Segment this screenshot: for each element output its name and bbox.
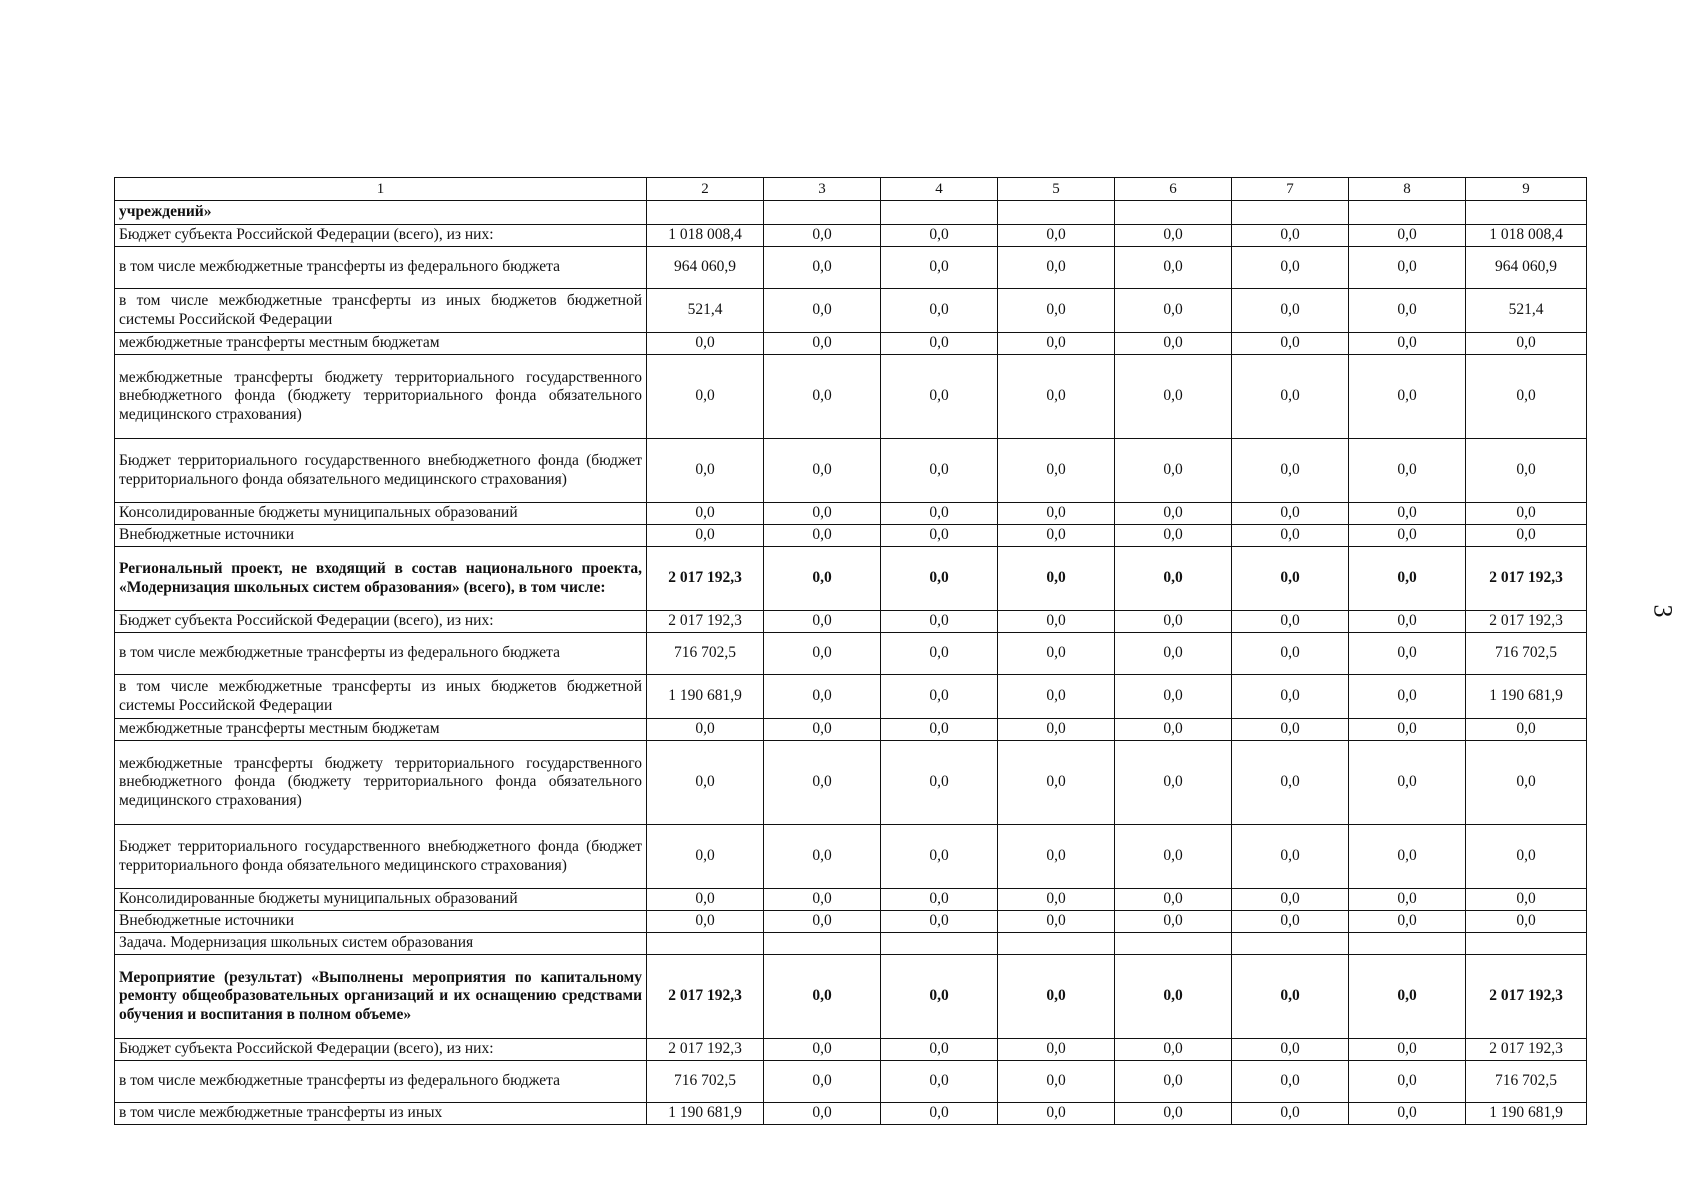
column-number-header-row	[115, 178, 1587, 201]
cell-col-4: 0,0	[881, 611, 998, 633]
cell-col-2: 521,4	[647, 289, 764, 333]
cell-col-2: 2 017 192,3	[647, 611, 764, 633]
cell-col-8: 0,0	[1349, 1061, 1466, 1103]
table-row	[115, 719, 1587, 741]
cell-col-7: 0,0	[1232, 719, 1349, 741]
cell-col-3	[764, 201, 881, 225]
cell-col-7	[1232, 201, 1349, 225]
cell-col-6	[1115, 933, 1232, 955]
cell-col-4: 0,0	[881, 825, 998, 889]
cell-col-4: 0,0	[881, 955, 998, 1039]
cell-col-8: 0,0	[1349, 611, 1466, 633]
cell-col-8: 0,0	[1349, 955, 1466, 1039]
cell-col-6: 0,0	[1115, 611, 1232, 633]
table-row	[115, 911, 1587, 933]
cell-col-2: 0,0	[647, 503, 764, 525]
cell-col-3: 0,0	[764, 955, 881, 1039]
cell-col-3: 0,0	[764, 525, 881, 547]
cell-col-9: 1 190 681,9	[1466, 1103, 1587, 1125]
table-row	[115, 547, 1587, 611]
cell-col-5: 0,0	[998, 355, 1115, 439]
table-row	[115, 675, 1587, 719]
budget-table-body	[115, 201, 1587, 1125]
cell-col-2: 964 060,9	[647, 247, 764, 289]
row-label: в том числе межбюджетные трансферты из федерального бюджета	[115, 247, 647, 289]
column-header-1: 1	[115, 178, 647, 201]
cell-col-2: 0,0	[647, 719, 764, 741]
cell-col-6: 0,0	[1115, 675, 1232, 719]
cell-col-2: 0,0	[647, 825, 764, 889]
cell-col-3: 0,0	[764, 247, 881, 289]
cell-col-2: 0,0	[647, 525, 764, 547]
row-label: в том числе межбюджетные трансферты из иных бюджетов бюджетной системы Российской Федерации	[115, 675, 647, 719]
cell-col-8: 0,0	[1349, 1103, 1466, 1125]
cell-col-4: 0,0	[881, 439, 998, 503]
cell-col-2: 0,0	[647, 439, 764, 503]
cell-col-4: 0,0	[881, 911, 998, 933]
cell-col-9: 2 017 192,3	[1466, 955, 1587, 1039]
cell-col-7: 0,0	[1232, 289, 1349, 333]
cell-col-4: 0,0	[881, 1061, 998, 1103]
cell-col-9: 0,0	[1466, 889, 1587, 911]
cell-col-6: 0,0	[1115, 741, 1232, 825]
cell-col-4: 0,0	[881, 1103, 998, 1125]
table-row	[115, 289, 1587, 333]
row-label: Внебюджетные источники	[115, 525, 647, 547]
cell-col-9: 0,0	[1466, 741, 1587, 825]
cell-col-8	[1349, 201, 1466, 225]
cell-col-4: 0,0	[881, 247, 998, 289]
cell-col-9: 0,0	[1466, 719, 1587, 741]
cell-col-9: 2 017 192,3	[1466, 1039, 1587, 1061]
column-header-5: 5	[998, 178, 1115, 201]
cell-col-5	[998, 201, 1115, 225]
cell-col-4: 0,0	[881, 355, 998, 439]
cell-col-2: 716 702,5	[647, 1061, 764, 1103]
table-row	[115, 1039, 1587, 1061]
cell-col-6: 0,0	[1115, 911, 1232, 933]
cell-col-2: 0,0	[647, 911, 764, 933]
cell-col-9: 0,0	[1466, 825, 1587, 889]
cell-col-6: 0,0	[1115, 1103, 1232, 1125]
cell-col-9: 0,0	[1466, 525, 1587, 547]
cell-col-6: 0,0	[1115, 633, 1232, 675]
row-label: межбюджетные трансферты местным бюджетам	[115, 333, 647, 355]
column-header-4: 4	[881, 178, 998, 201]
cell-col-6: 0,0	[1115, 333, 1232, 355]
table-row	[115, 439, 1587, 503]
cell-col-8: 0,0	[1349, 439, 1466, 503]
cell-col-9: 0,0	[1466, 333, 1587, 355]
cell-col-9: 2 017 192,3	[1466, 547, 1587, 611]
cell-col-3: 0,0	[764, 611, 881, 633]
cell-col-2: 0,0	[647, 889, 764, 911]
cell-col-4: 0,0	[881, 503, 998, 525]
cell-col-4: 0,0	[881, 889, 998, 911]
cell-col-3: 0,0	[764, 741, 881, 825]
row-label: Консолидированные бюджеты муниципальных образований	[115, 503, 647, 525]
table-row	[115, 1103, 1587, 1125]
cell-col-7: 0,0	[1232, 355, 1349, 439]
cell-col-3: 0,0	[764, 289, 881, 333]
cell-col-7: 0,0	[1232, 439, 1349, 503]
table-row	[115, 247, 1587, 289]
row-label: в том числе межбюджетные трансферты из иных бюджетов бюджетной системы Российской Федерации	[115, 289, 647, 333]
cell-col-3: 0,0	[764, 355, 881, 439]
cell-col-2: 2 017 192,3	[647, 955, 764, 1039]
cell-col-3: 0,0	[764, 911, 881, 933]
column-header-3: 3	[764, 178, 881, 201]
cell-col-9: 1 190 681,9	[1466, 675, 1587, 719]
cell-col-9: 2 017 192,3	[1466, 611, 1587, 633]
cell-col-2	[647, 201, 764, 225]
cell-col-8: 0,0	[1349, 911, 1466, 933]
row-label: Бюджет субъекта Российской Федерации (всего), из них:	[115, 1039, 647, 1061]
cell-col-3: 0,0	[764, 439, 881, 503]
cell-col-5: 0,0	[998, 1039, 1115, 1061]
row-label: Бюджет территориального государственного внебюджетного фонда (бюджет территориального фонда обязательного медицинского страхования)	[115, 825, 647, 889]
page-number: 3	[1648, 604, 1678, 618]
cell-col-5: 0,0	[998, 1061, 1115, 1103]
cell-col-4: 0,0	[881, 225, 998, 247]
cell-col-3: 0,0	[764, 503, 881, 525]
cell-col-3: 0,0	[764, 547, 881, 611]
cell-col-8: 0,0	[1349, 525, 1466, 547]
cell-col-3: 0,0	[764, 1039, 881, 1061]
cell-col-6: 0,0	[1115, 1061, 1232, 1103]
cell-col-4: 0,0	[881, 1039, 998, 1061]
cell-col-9: 0,0	[1466, 911, 1587, 933]
cell-col-5: 0,0	[998, 675, 1115, 719]
cell-col-5: 0,0	[998, 611, 1115, 633]
table-row	[115, 825, 1587, 889]
cell-col-6: 0,0	[1115, 825, 1232, 889]
table-row	[115, 201, 1587, 225]
cell-col-7: 0,0	[1232, 911, 1349, 933]
cell-col-2: 0,0	[647, 333, 764, 355]
cell-col-5: 0,0	[998, 525, 1115, 547]
cell-col-8: 0,0	[1349, 333, 1466, 355]
cell-col-2: 2 017 192,3	[647, 547, 764, 611]
cell-col-7: 0,0	[1232, 1061, 1349, 1103]
cell-col-7: 0,0	[1232, 1103, 1349, 1125]
cell-col-9: 964 060,9	[1466, 247, 1587, 289]
cell-col-9: 0,0	[1466, 503, 1587, 525]
column-header-6: 6	[1115, 178, 1232, 201]
cell-col-4	[881, 201, 998, 225]
cell-col-2: 0,0	[647, 355, 764, 439]
cell-col-5: 0,0	[998, 289, 1115, 333]
cell-col-2: 0,0	[647, 741, 764, 825]
cell-col-7: 0,0	[1232, 333, 1349, 355]
cell-col-5: 0,0	[998, 503, 1115, 525]
cell-col-6	[1115, 201, 1232, 225]
table-row	[115, 355, 1587, 439]
cell-col-5: 0,0	[998, 741, 1115, 825]
cell-col-5: 0,0	[998, 911, 1115, 933]
cell-col-2: 1 190 681,9	[647, 675, 764, 719]
cell-col-7: 0,0	[1232, 675, 1349, 719]
cell-col-8: 0,0	[1349, 503, 1466, 525]
cell-col-5	[998, 933, 1115, 955]
row-label: Мероприятие (результат) «Выполнены мероприятия по капитальному ремонту общеобразовательных организаций и их оснащению средствами обучения и воспитания в полном объеме»	[115, 955, 647, 1039]
cell-col-6: 0,0	[1115, 719, 1232, 741]
table-row	[115, 333, 1587, 355]
cell-col-5: 0,0	[998, 333, 1115, 355]
table-row	[115, 955, 1587, 1039]
row-label: Бюджет субъекта Российской Федерации (всего), из них:	[115, 611, 647, 633]
cell-col-3: 0,0	[764, 675, 881, 719]
row-label: Внебюджетные источники	[115, 911, 647, 933]
cell-col-7: 0,0	[1232, 825, 1349, 889]
cell-col-3: 0,0	[764, 719, 881, 741]
cell-col-8: 0,0	[1349, 889, 1466, 911]
cell-col-7: 0,0	[1232, 525, 1349, 547]
cell-col-5: 0,0	[998, 825, 1115, 889]
cell-col-9: 716 702,5	[1466, 633, 1587, 675]
cell-col-5: 0,0	[998, 889, 1115, 911]
cell-col-8: 0,0	[1349, 355, 1466, 439]
row-label: Региональный проект, не входящий в состав национального проекта, «Модернизация школьных систем образования» (всего), в том числе:	[115, 547, 647, 611]
table-row	[115, 889, 1587, 911]
cell-col-4: 0,0	[881, 289, 998, 333]
cell-col-6: 0,0	[1115, 503, 1232, 525]
cell-col-7	[1232, 933, 1349, 955]
cell-col-3: 0,0	[764, 633, 881, 675]
cell-col-7: 0,0	[1232, 955, 1349, 1039]
cell-col-7: 0,0	[1232, 889, 1349, 911]
cell-col-7: 0,0	[1232, 611, 1349, 633]
cell-col-8: 0,0	[1349, 247, 1466, 289]
cell-col-6: 0,0	[1115, 1039, 1232, 1061]
cell-col-3: 0,0	[764, 889, 881, 911]
row-label: межбюджетные трансферты бюджету территориального государственного внебюджетного фонда (бюджету территориального фонда обязательного медицинского страхования)	[115, 741, 647, 825]
cell-col-4: 0,0	[881, 675, 998, 719]
table-row	[115, 611, 1587, 633]
cell-col-8: 0,0	[1349, 741, 1466, 825]
cell-col-3	[764, 933, 881, 955]
cell-col-6: 0,0	[1115, 355, 1232, 439]
cell-col-5: 0,0	[998, 225, 1115, 247]
row-label: Бюджет территориального государственного внебюджетного фонда (бюджет территориального фонда обязательного медицинского страхования)	[115, 439, 647, 503]
cell-col-7: 0,0	[1232, 633, 1349, 675]
row-label: Бюджет субъекта Российской Федерации (всего), из них:	[115, 225, 647, 247]
cell-col-5: 0,0	[998, 247, 1115, 289]
cell-col-6: 0,0	[1115, 289, 1232, 333]
cell-col-4: 0,0	[881, 547, 998, 611]
cell-col-3: 0,0	[764, 333, 881, 355]
cell-col-6: 0,0	[1115, 247, 1232, 289]
cell-col-5: 0,0	[998, 547, 1115, 611]
cell-col-3: 0,0	[764, 1103, 881, 1125]
cell-col-2	[647, 933, 764, 955]
row-label: Консолидированные бюджеты муниципальных образований	[115, 889, 647, 911]
cell-col-6: 0,0	[1115, 525, 1232, 547]
cell-col-8	[1349, 933, 1466, 955]
cell-col-8: 0,0	[1349, 547, 1466, 611]
cell-col-8: 0,0	[1349, 719, 1466, 741]
cell-col-7: 0,0	[1232, 225, 1349, 247]
row-label: учреждений»	[115, 201, 647, 225]
cell-col-9	[1466, 933, 1587, 955]
cell-col-6: 0,0	[1115, 439, 1232, 503]
row-label: межбюджетные трансферты бюджету территориального государственного внебюджетного фонда (бюджету территориального фонда обязательного медицинского страхования)	[115, 355, 647, 439]
table-row	[115, 503, 1587, 525]
cell-col-7: 0,0	[1232, 1039, 1349, 1061]
cell-col-2: 1 018 008,4	[647, 225, 764, 247]
budget-table	[114, 177, 1587, 1125]
cell-col-4: 0,0	[881, 525, 998, 547]
cell-col-8: 0,0	[1349, 1039, 1466, 1061]
cell-col-2: 1 190 681,9	[647, 1103, 764, 1125]
cell-col-2: 2 017 192,3	[647, 1039, 764, 1061]
row-label: в том числе межбюджетные трансферты из иных	[115, 1103, 647, 1125]
column-header-2: 2	[647, 178, 764, 201]
cell-col-9: 1 018 008,4	[1466, 225, 1587, 247]
cell-col-7: 0,0	[1232, 247, 1349, 289]
cell-col-4: 0,0	[881, 333, 998, 355]
cell-col-8: 0,0	[1349, 225, 1466, 247]
cell-col-7: 0,0	[1232, 503, 1349, 525]
cell-col-5: 0,0	[998, 633, 1115, 675]
table-row	[115, 525, 1587, 547]
cell-col-5: 0,0	[998, 1103, 1115, 1125]
cell-col-9	[1466, 201, 1587, 225]
table-row	[115, 633, 1587, 675]
cell-col-6: 0,0	[1115, 225, 1232, 247]
cell-col-9: 0,0	[1466, 355, 1587, 439]
cell-col-3: 0,0	[764, 225, 881, 247]
cell-col-5: 0,0	[998, 719, 1115, 741]
column-header-7: 7	[1232, 178, 1349, 201]
cell-col-5: 0,0	[998, 439, 1115, 503]
cell-col-8: 0,0	[1349, 289, 1466, 333]
table-row	[115, 1061, 1587, 1103]
cell-col-7: 0,0	[1232, 547, 1349, 611]
cell-col-9: 521,4	[1466, 289, 1587, 333]
cell-col-6: 0,0	[1115, 889, 1232, 911]
cell-col-4: 0,0	[881, 633, 998, 675]
cell-col-8: 0,0	[1349, 633, 1466, 675]
cell-col-9: 0,0	[1466, 439, 1587, 503]
table-row	[115, 933, 1587, 955]
cell-col-5: 0,0	[998, 955, 1115, 1039]
cell-col-9: 716 702,5	[1466, 1061, 1587, 1103]
row-label: в том числе межбюджетные трансферты из федерального бюджета	[115, 1061, 647, 1103]
cell-col-8: 0,0	[1349, 825, 1466, 889]
cell-col-2: 716 702,5	[647, 633, 764, 675]
row-label: межбюджетные трансферты местным бюджетам	[115, 719, 647, 741]
cell-col-6: 0,0	[1115, 955, 1232, 1039]
cell-col-6: 0,0	[1115, 547, 1232, 611]
cell-col-8: 0,0	[1349, 675, 1466, 719]
cell-col-3: 0,0	[764, 825, 881, 889]
row-label: в том числе межбюджетные трансферты из федерального бюджета	[115, 633, 647, 675]
column-header-8: 8	[1349, 178, 1466, 201]
cell-col-4: 0,0	[881, 741, 998, 825]
cell-col-4: 0,0	[881, 719, 998, 741]
row-label: Задача. Модернизация школьных систем образования	[115, 933, 647, 955]
column-header-9: 9	[1466, 178, 1587, 201]
cell-col-3: 0,0	[764, 1061, 881, 1103]
cell-col-4	[881, 933, 998, 955]
table-row	[115, 225, 1587, 247]
table-row	[115, 741, 1587, 825]
cell-col-7: 0,0	[1232, 741, 1349, 825]
